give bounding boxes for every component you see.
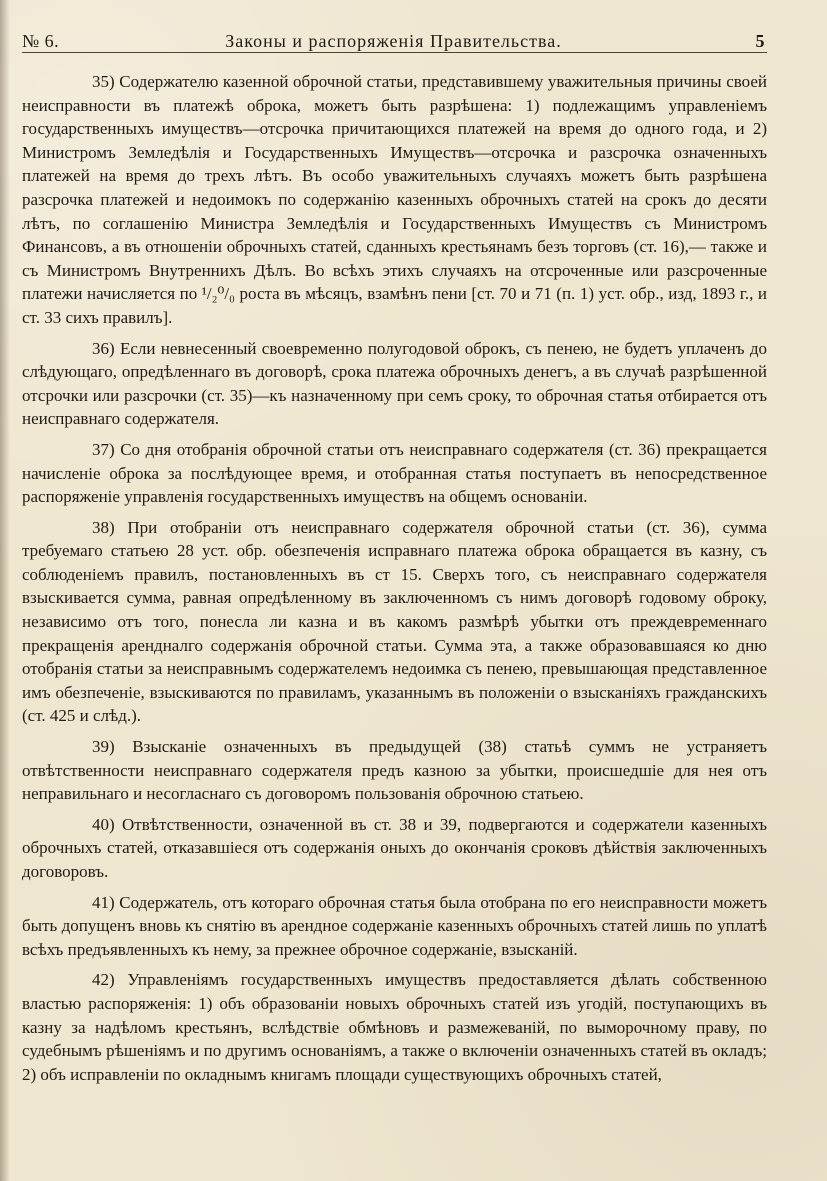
issue-number: № 6.: [22, 31, 60, 51]
article-41: 41) Содержатель, отъ котораго оброчная статья была отобрана по его неисправности можетъ быть допущенъ вновь къ снятію въ арендное содержаніе казенныхъ оброчныхъ статей лишь по уплатѣ всѣхъ предъявленныхъ къ нему, за прежнее оброчное содержаніе, взысканій.: [22, 892, 767, 959]
article-37: 37) Со дня отобранія оброчной статьи отъ неисправнаго содержателя (ст. 36) прекращается начисленіе оброка за послѣдующее время, и отобранная статья поступаетъ въ непосредственное распоряженіе управленія государственныхъ имуществъ на общемъ основаніи.: [22, 439, 767, 507]
binding-edge: [0, 0, 10, 1181]
article-39: 39) Взысканіе означенныхъ въ предыдущей (38) статьѣ суммъ не устраняетъ отвѣтственности неисправнаго содержателя предъ казною за убытки, происшедшіе для нея отъ неправильнаго и несогласнаго съ договоромъ пользованія оброчною статьею.: [22, 737, 767, 804]
article-38: 38) При отобраніи отъ неисправнаго содержателя оброчной статьи (ст. 36), сумма требуемаго статьею 28 уст. обр. обезпеченія исправнаго платежа оброка обращается въ казну, съ соблюденіемъ правилъ, постановленныхъ въ ст 15. Сверхъ того, съ неисправнаго содержателя взыскивается сумма, равная опредѣленному въ заключенномъ съ нимъ договорѣ годовому оброку, независимо отъ того, понесла ли казна и въ какомъ размѣрѣ убытки отъ преждевременнаго прекращенія арендналго содержанія оброчной статьи. Сумма эта, а также образовавшаяся ко дню отобранія статьи за неисправнымъ содержателемъ недоимка съ пенею, превышающая представленное имъ обезпеченіе, взыскиваются по правиламъ, указаннымъ въ положеніи о взысканіяхъ гражданскихъ (ст. 425 и слѣд.).: [22, 517, 767, 726]
article-35: 35) Содержателю казенной оброчной статьи, представившему уважительныя причины своей неисправности въ платежѣ оброка, можетъ быть разрѣшена: 1) подлежащимъ управленіемъ государственныхъ имуществъ—отсрочка причитающихся платежей на время до одного года, и 2) Министромъ Земледѣлія и Государственныхъ Имуществъ—отсрочка и разсрочка означенныхъ платежей на время до трехъ лѣтъ. Въ особо уважительныхъ случаяхъ можетъ быть разрѣшена разсрочка платежей и недоимокъ по содержанію казенныхъ оброчныхъ статей на срокъ до десяти лѣтъ, по соглашенію Министра Земледѣлія и Государственныхъ Имуществъ съ Министромъ Финансовъ, а въ отношеніи оброчныхъ статей, сданныхъ крестьянамъ безъ торговъ (ст. 16),— также и съ Министромъ Внутреннихъ Дѣлъ. Во всѣхъ этихъ случаяхъ на отсроченные или разсроченные платежи начисляется по ¹/₂⁰/₀ роста въ мѣсяцъ, взамѣнъ пени [ст. 70 и 71 (п. 1) уст. обр., изд, 1893 г., и ст. 33 сихъ правилъ].: [22, 72, 767, 327]
article-36: 36) Если невнесенный своевременно полугодовой оброкъ, съ пенею, не будетъ уплаченъ до слѣдующаго, опредѣленнаго въ договорѣ, срока платежа оброчныхъ денегъ, а въ случаѣ разрѣшенной отсрочки или разсрочки (ст. 35)—къ назначенному при семъ сроку, то оброчная статья отбирается отъ неисправнаго содержателя.: [22, 338, 767, 429]
page-header: [22, 18, 765, 52]
document-body: [22, 70, 767, 1086]
page-number: 5: [755, 31, 765, 51]
header-rule: [22, 52, 767, 53]
article-40: 40) Отвѣтственности, означенной въ ст. 38 и 39, подвергаются и содержатели казенныхъ оброчныхъ статей, отказавшіеся отъ содержанія оныхъ до окончанія сроковъ дѣйствія заключенныхъ договоровъ.: [22, 814, 767, 881]
running-title: Законы и распоряженія Правительства.: [225, 31, 562, 51]
article-42: 42) Управленіямъ государственныхъ имуществъ предоставляется дѣлать собственною властью распоряженія: 1) объ образованіи новыхъ оброчныхъ статей изъ угодій, поступающихъ въ казну за надѣломъ крестьянъ, вслѣдствіе обмѣновъ и размежеваній, по выморочному праву, по судебнымъ рѣшеніямъ и по другимъ основаніямъ, а также о включеніи означенныхъ статей въ окладъ; 2) объ исправленіи по окладнымъ книгамъ площади существующихъ оброчныхъ статей,: [22, 970, 767, 1084]
